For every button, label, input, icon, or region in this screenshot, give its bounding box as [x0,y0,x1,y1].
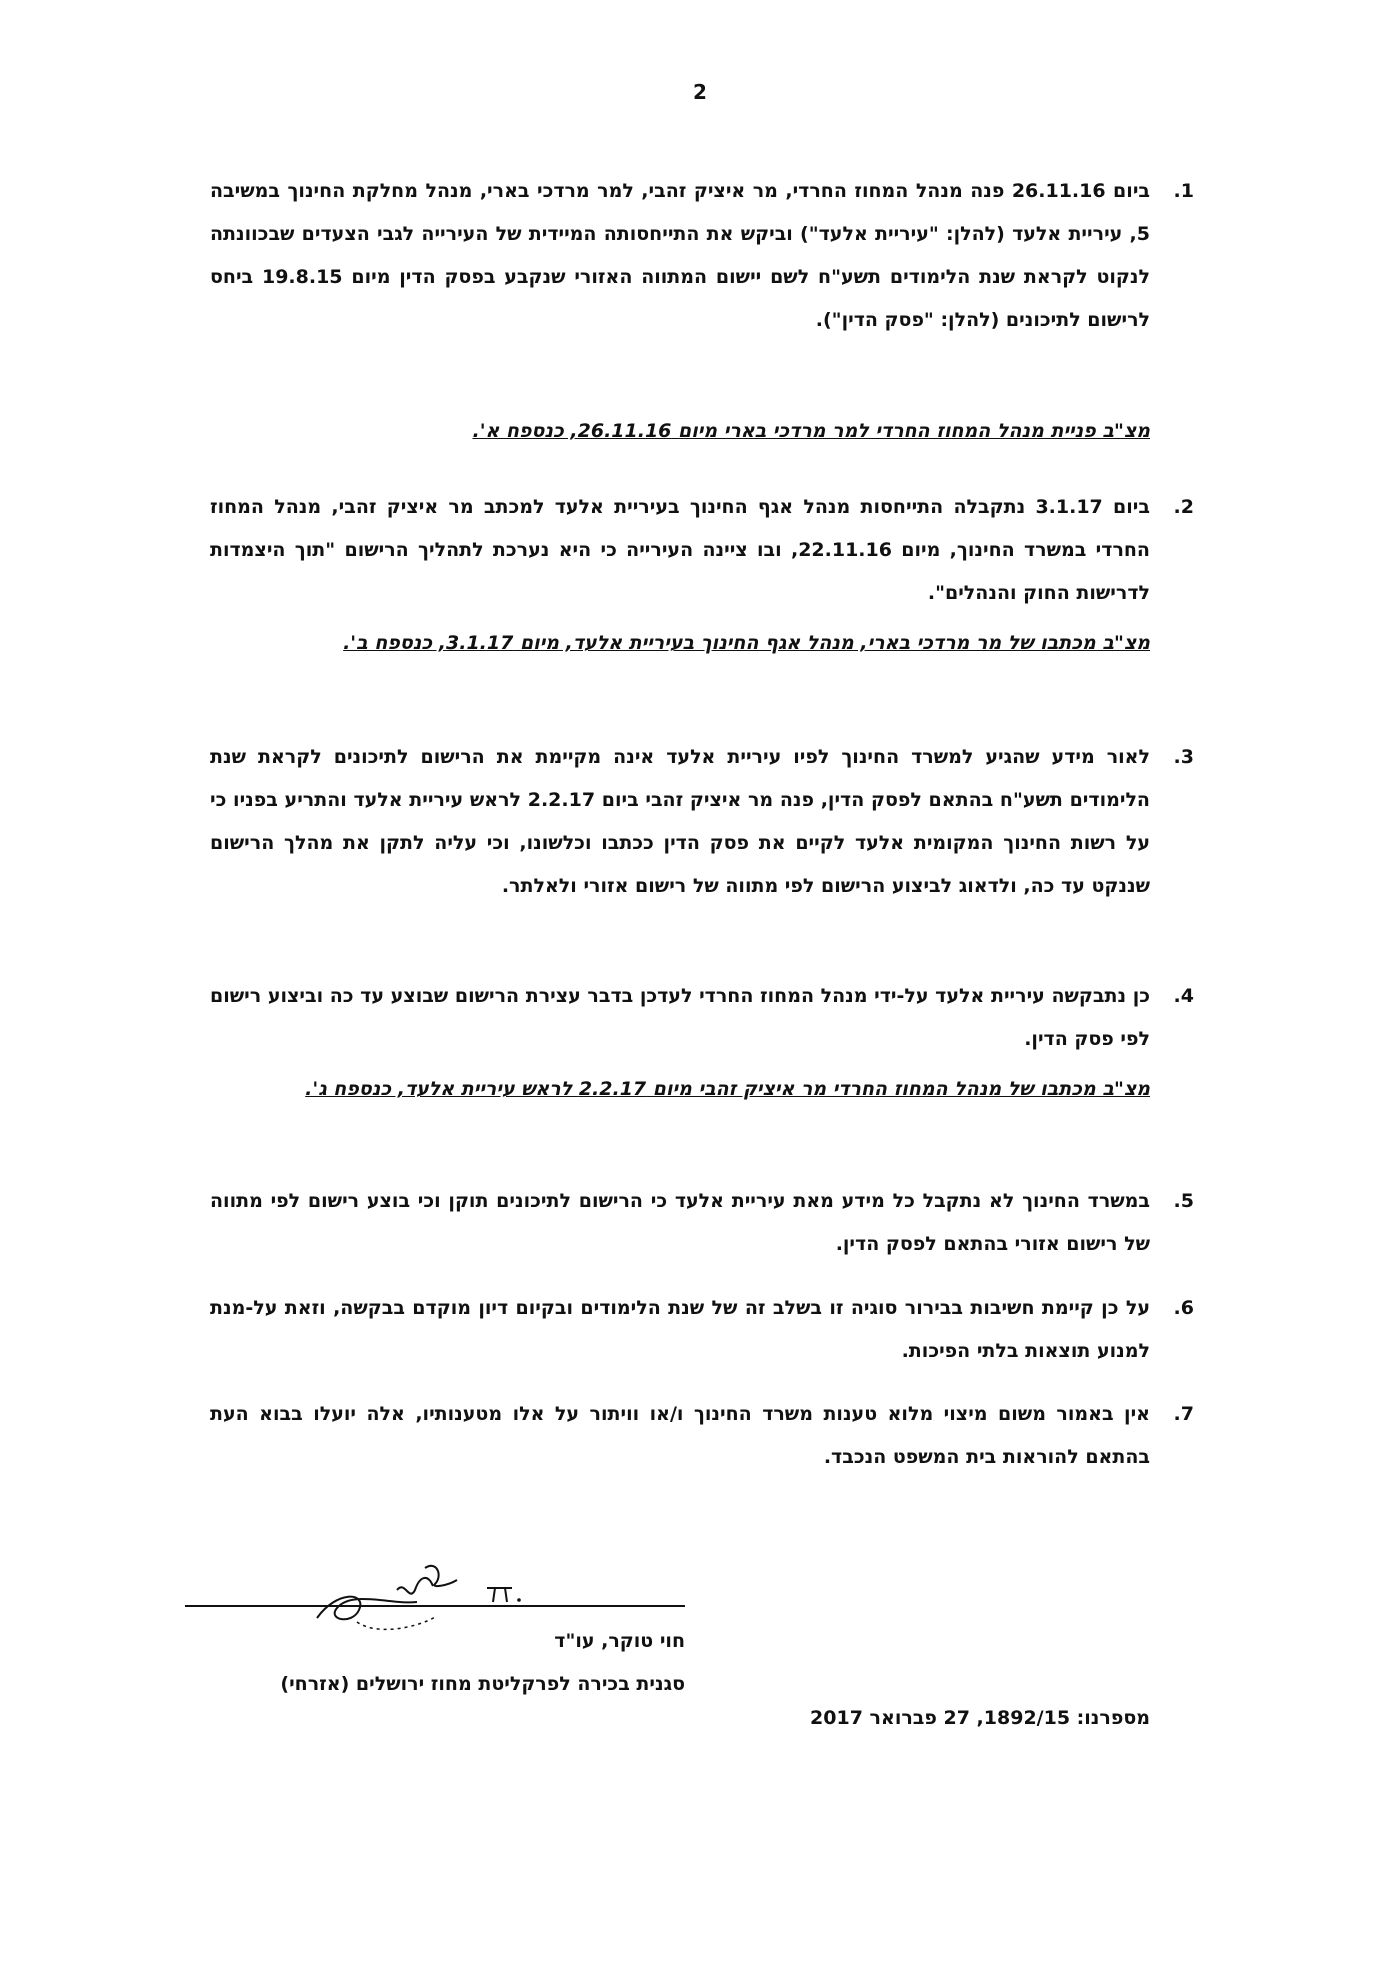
paragraph-text: אין באמור משום מיצוי מלוא טענות משרד החינוך ו/או וויתור על אלו מטענותיו, אלה יועלו בבוא העת בהתאם להוראות בית המשפט הנכבד. [210,1403,1150,1468]
paragraph-4 [210,975,1194,1061]
signer-title: סגנית בכירה לפרקליטת מחוז ירושלים (אזרחי) [280,1673,685,1695]
attachment-note: מצ"ב פניית מנהל המחוז החרדי למר מרדכי בארי מיום 26.11.16, כנספח א'. [472,420,1150,442]
paragraph-text: על כן קיימת חשיבות בבירור סוגיה זו בשלב זה של שנת הלימודים ובקיום דיון מוקדם בבקשה, וזאת על-מנת למנוע תוצאות בלתי הפיכות. [210,1297,1150,1362]
paragraph-6 [210,1287,1194,1373]
paragraph-number: .1 [1173,180,1194,202]
paragraph-number: .3 [1173,746,1194,768]
handwritten-signature [297,1550,537,1640]
paragraph-1 [210,170,1194,342]
paragraph-5 [210,1180,1194,1266]
paragraph-text: במשרד החינוך לא נתקבל כל מידע מאת עיריית אלעד כי הרישום לתיכונים תוקן וכי בוצע רישום לפי מתווה של רישום אזורי בהתאם לפסק הדין. [210,1190,1150,1255]
paragraph-text: כן נתבקשה עיריית אלעד על-ידי מנהל המחוז החרדי לעדכן בדבר עצירת הרישום שבוצע עד כה וביצוע רישום לפי פסק הדין. [210,985,1150,1050]
paragraph-3 [210,736,1194,908]
paragraph-number: .2 [1173,496,1194,518]
paragraph-text: ביום 26.11.16 פנה מנהל המחוז החרדי, מר איציק זהבי, למר מרדכי בארי, מנהל מחלקת החינוך במשיבה 5, עיריית אלעד (להלן: "עיריית אלעד") וביקש את התייחסותה המיידית של העירייה לגבי הצעדים שבכוונתה לנקוט לקראת שנת הלימודים תשע"ח לשם יישום המתווה האזורי שנקבע בפסק הדין מיום 19.8.15 ביחס לרישום לתיכונים (להלן: "פסק הדין"). [210,180,1150,331]
paragraph-7 [210,1393,1194,1479]
signer-name: חוי טוקר, עו"ד [554,1630,685,1652]
page-number: 2 [693,80,707,104]
paragraph-text: לאור מידע שהגיע למשרד החינוך לפיו עיריית אלעד אינה מקיימת את הרישום לתיכונים לקראת שנת הלימודים תשע"ח בהתאם לפסק הדין, פנה מר איציק זהבי ביום 2.2.17 לראש עיריית אלעד והתריע בפניו כי על רשות החינוך המקומית אלעד לקיים את פסק הדין ככתבו וכלשונו, וכי עליה לתקן את מהלך הרישום שננקט עד כה, ולדאוג לביצוע הרישום לפי מתווה של רישום אזורי ולאלתר. [210,746,1150,897]
paragraph-text: ביום 3.1.17 נתקבלה התייחסות מנהל אגף החינוך בעיריית אלעד למכתב מר איציק זהבי, מנהל המחוז החרדי במשרד החינוך, מיום 22.11.16, ובו ציינה העירייה כי היא נערכת לתהליך הרישום "תוך היצמדות לדרישות החוק והנהלים". [210,496,1150,604]
signature-line [185,1605,685,1607]
attachment-note: מצ"ב מכתבו של מר מרדכי בארי, מנהל אגף החינוך בעיריית אלעד, מיום 3.1.17, כנספח ב'. [343,632,1150,654]
reference-line: מספרנו: 1892/15, 27 פברואר 2017 [810,1707,1150,1729]
attachment-note: מצ"ב מכתבו של מנהל המחוז החרדי מר איציק זהבי מיום 2.2.17 לראש עיריית אלעד, כנספח ג'. [305,1078,1150,1100]
paragraph-number: .7 [1173,1403,1194,1425]
paragraph-number: .6 [1173,1297,1194,1319]
paragraph-number: .5 [1173,1190,1194,1212]
paragraph-2 [210,486,1194,615]
paragraph-number: .4 [1173,985,1194,1007]
